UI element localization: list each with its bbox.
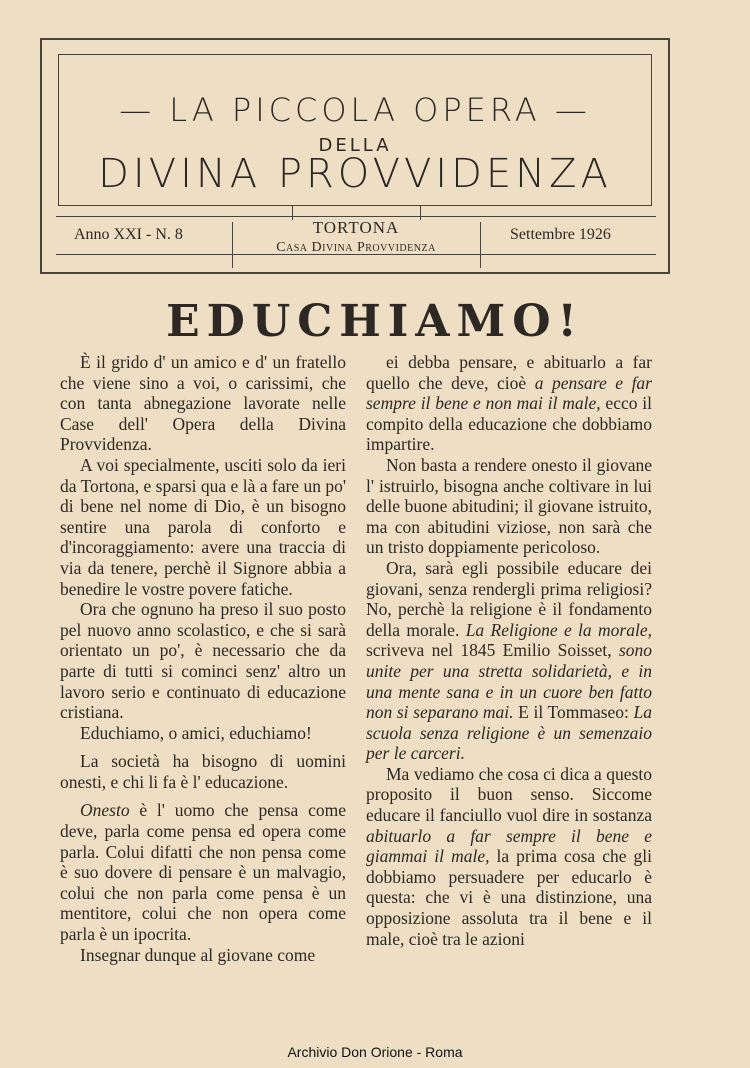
- article-paragraph: [60, 723, 346, 744]
- paragraph-text: la prima cosa che gli dobbiamo persuadere per educarlo è questa: che vi è una distinzione, una opposizione assoluta tra il bene e il male, cioè tra le azioni: [366, 846, 652, 949]
- paragraph-text: Non basta a rendere onesto il giovane l' istruirlo, bisogna anche coltivare in lui delle buone abitudini; il giovane istruito, ma con abitudini viziose, non sarà che un tristo doppiamente pericoloso.: [366, 454, 652, 558]
- paragraph-text: Ma vediamo che cosa ci dica a questo proposito il buon senso. Siccome educare il fanciullo vuol dire in sostanza: [366, 763, 652, 826]
- article-paragraph: [60, 352, 346, 455]
- article-paragraph: [366, 558, 652, 764]
- italic-text: La scuola senza religione è un semenzaio per le carceri.: [366, 702, 653, 764]
- masthead-rule-top: [56, 216, 656, 217]
- italic-text: a pensare e far sempre il bene e non mai il male,: [366, 372, 652, 414]
- article-paragraph: [366, 352, 652, 455]
- paragraph-text: Ora che ognuno ha preso il suo posto pel nuovo anno scolastico, e che si sarà orientato un po', è necessario che da parte di tutti si cominci senz' altro un lavoro serio e continuato di educazione cristiana.: [60, 599, 346, 723]
- paragraph-text: È il grido d' un amico e d' un fratello che viene sino a voi, o carissimi, che con tanta abnegazione lavorate nelle Case dell' Opera della Divina Provvidenza.: [60, 352, 346, 455]
- paragraph-text: Insegnar dunque al giovane come: [80, 944, 316, 965]
- article-paragraph: [60, 800, 346, 944]
- publication-city: TORTONA: [312, 218, 400, 237]
- italic-text: abituarlo a far sempre il bene e giammai il male,: [366, 825, 652, 867]
- article-column-right: [366, 352, 652, 949]
- article-paragraph: [60, 599, 346, 723]
- paragraph-text: A voi specialmente, usciti solo da ieri da Tortona, e sparsi qua e là a fare un po' di bene nel nome di Dio, è un bisogno sentire una parola di conforto e d'incoraggiamento: avere una traccia di via da tenere, perchè il Signore abbia a benedire le vostre povere fatiche.: [60, 454, 346, 599]
- archive-credit: Archivio Don Orione - Roma: [287, 1044, 463, 1060]
- italic-text: sono unite per una stretta solidarietà, e in una mente sana e in un cuore ben fatto non si separano mai.: [366, 640, 652, 723]
- article-paragraph: [60, 945, 346, 966]
- italic-text: La Religione e la morale,: [465, 619, 652, 640]
- issue-date: Settembre 1926: [510, 226, 611, 243]
- article-paragraph: [366, 455, 652, 558]
- italic-text: Onesto: [80, 800, 130, 821]
- paragraph-text: ei debba pensare, e abituarlo a far quello che deve, cioè: [366, 352, 652, 393]
- article-headline: EDUCHIAMO!: [166, 296, 584, 347]
- article-paragraph: [366, 764, 652, 949]
- paragraph-text: La società ha bisogno di uomini onesti, e chi li fa è l' educazione.: [60, 751, 346, 792]
- issue-number: Anno XXI - N. 8: [74, 226, 183, 243]
- masthead-title-line3: DIVINA PROVVIDENZA: [98, 151, 612, 197]
- article-column-left: [60, 352, 346, 965]
- paragraph-text: Educhiamo, o amici, educhiamo!: [80, 722, 312, 743]
- paragraph-text: ecco il compito della educazione che dobbiamo impartire.: [366, 393, 652, 455]
- paragraph-text: E il Tommaseo:: [513, 702, 634, 723]
- paragraph-text: scriveva nel 1845 Emilio Soisset,: [366, 640, 619, 661]
- masthead-divider-right: [480, 222, 481, 268]
- masthead: [40, 38, 670, 274]
- article-paragraph: [60, 751, 346, 792]
- article-paragraph: [60, 455, 346, 599]
- masthead-title-line1: — LA PICCOLA OPERA —: [119, 91, 591, 129]
- paragraph-text: Ora, sarà egli possibile educare dei giovani, senza rendergli prima religiosi? No, perchè la religione è il fondamento della morale.: [366, 557, 652, 640]
- paragraph-text: è l' uomo che pensa come deve, parla come pensa ed opera come parla. Colui difatti che non pensa come è suo dovere di pensare è un malvagio, colui che non parla come pensa è un mentitore, colui che non opera come parla è un ipocrita.: [60, 800, 346, 945]
- masthead-title-line2: DELLA: [318, 135, 392, 156]
- masthead-title-box: [58, 54, 652, 206]
- publication-house: Casa Divina Provvidenza: [276, 240, 436, 255]
